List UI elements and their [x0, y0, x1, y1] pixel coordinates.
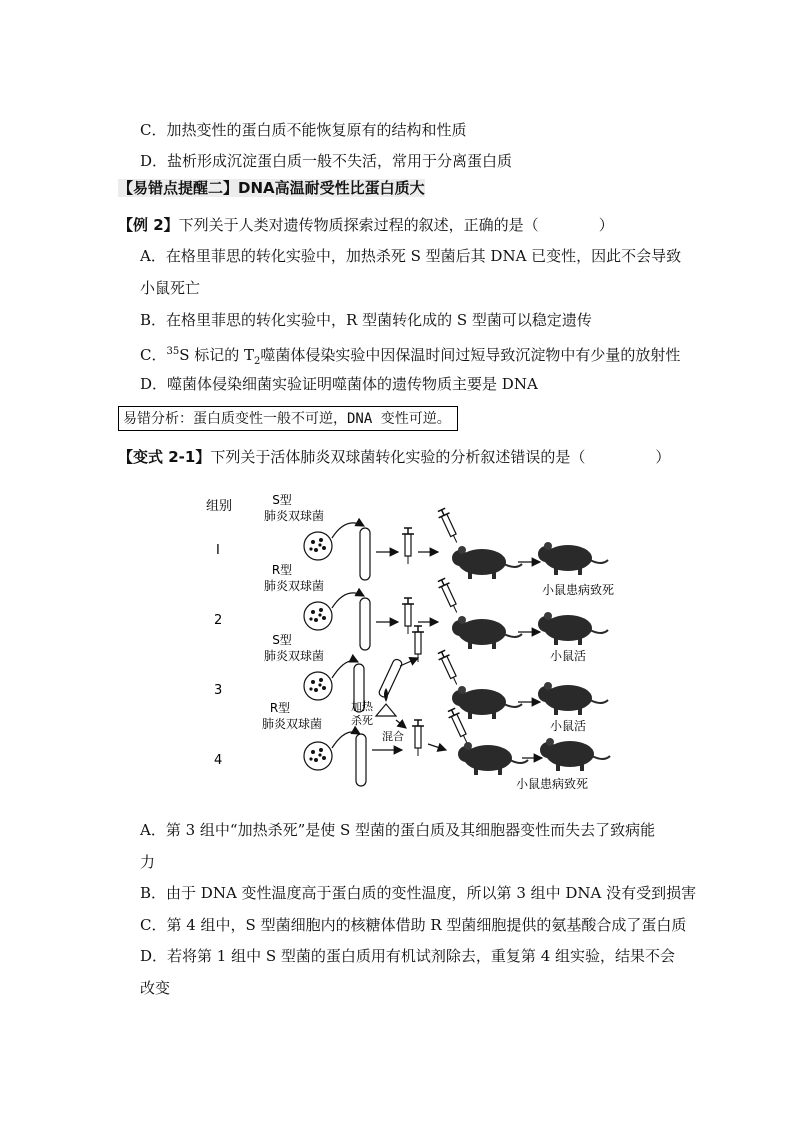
reminder-heading: [118, 178, 425, 198]
mouse-icon: [452, 546, 522, 579]
result-group-4: 小鼠患病致死: [515, 777, 589, 791]
syringe-icon: [436, 507, 462, 545]
variant-option-a-line2: 力: [140, 853, 156, 871]
syringe-icon: [402, 528, 414, 564]
fig-s-name-row1: 肺炎双球菌: [263, 509, 325, 523]
fig-s-label-row1: S型: [272, 493, 292, 507]
test-tube-icon: [356, 734, 366, 786]
petri-dish-icon: [304, 742, 332, 770]
group-label-4: 4: [214, 753, 223, 768]
test-tube-icon: [360, 598, 370, 650]
figure-header-group: 组别: [206, 499, 233, 514]
heat-label-1: 加热: [351, 700, 373, 713]
mouse-icon: [452, 616, 522, 649]
fig-r-label-row2: R型: [271, 563, 293, 577]
variant-stem: [118, 447, 670, 467]
fig-s-name-row3: 肺炎双球菌: [263, 649, 325, 663]
griffith-experiment-figure: [196, 488, 615, 798]
petri-dish-icon: [304, 532, 332, 560]
variant-option-d-line2: 改变: [140, 979, 171, 997]
mouse-icon: [452, 686, 522, 719]
mix-label: 混合: [382, 730, 404, 743]
example2-option-b: B．在格里菲思的转化实验中，R 型菌转化成的 S 型菌可以稳定遗传: [140, 311, 592, 329]
variant-option-c: C．第 4 组中，S 型菌细胞内的核糖体借助 R 型菌细胞提供的氨基酸合成了蛋白质: [140, 916, 687, 934]
variant-question: 下列关于活体肺炎双球菌转化实验的分析叙述错误的是（: [210, 448, 586, 466]
group-label-3: 3: [214, 683, 223, 698]
mouse-icon: [458, 742, 528, 775]
example2-tag: 【例 2】: [118, 216, 179, 234]
example2-option-a-line1: A．在格里菲思的转化实验中，加热杀死 S 型菌后其 DNA 已变性，因此不会导致: [140, 247, 682, 265]
syringe-icon: [412, 626, 424, 662]
fig-s-label-row3: S型: [272, 633, 292, 647]
dead-mouse-icon: [538, 542, 608, 575]
syringe-icon: [436, 577, 462, 615]
result-group-3: 小鼠活: [549, 719, 587, 733]
live-mouse-icon: [538, 682, 608, 715]
test-tube-icon: [360, 528, 370, 580]
syringe-icon: [436, 649, 462, 687]
fig-r-name-row4: 肺炎双球菌: [261, 717, 323, 731]
error-analysis-box: 易错分析：蛋白质变性一般不可逆，DNA 变性可逆。: [118, 406, 458, 431]
reminder-bracket-close: 】: [223, 179, 239, 197]
variant-option-b: B．由于 DNA 变性温度高于蛋白质的变性温度，所以第 3 组中 DNA 没有受到损害: [140, 884, 697, 902]
example2-option-c: [140, 342, 680, 372]
variant-option-d-line1: D．若将第 1 组中 S 型菌的蛋白质用有机试剂除去，重复第 4 组实验，结果不会: [140, 947, 676, 965]
heat-label-2: 杀死: [351, 714, 373, 727]
fig-r-name-row2: 肺炎双球菌: [263, 579, 325, 593]
option-d-previous: D．盐析形成沉淀蛋白质一般不失活，常用于分离蛋白质: [140, 152, 513, 170]
burner-icon: [376, 704, 396, 716]
syringe-icon: [412, 720, 424, 756]
group-label-2: 2: [214, 613, 223, 628]
petri-dish-icon: [304, 672, 332, 700]
option-c-previous: C．加热变性的蛋白质不能恢复原有的结构和性质: [140, 121, 467, 139]
result-group-2: 小鼠活: [549, 649, 587, 663]
reminder-bracket-open: 【: [118, 179, 134, 197]
live-mouse-icon: [538, 612, 608, 645]
option-c-middle: S 标记的 T: [179, 346, 255, 364]
petri-dish-icon: [304, 602, 332, 630]
reminder-label: 易错点提醒二: [133, 179, 224, 197]
variant-tag: 【变式 2-1】: [118, 448, 211, 466]
example2-stem: [118, 215, 614, 235]
isotope-superscript: 35: [166, 346, 180, 357]
reminder-text: DNA高温耐受性比蛋白质大: [238, 179, 425, 197]
result-group-1: 小鼠患病致死: [541, 583, 615, 597]
option-c-prefix: C．: [140, 346, 167, 364]
variant-close: ）: [655, 448, 671, 466]
variant-option-a-line1: A．第 3 组中“加热杀死”是使 S 型菌的蛋白质及其细胞器变性而失去了致病能: [140, 821, 656, 839]
example2-close: ）: [598, 216, 614, 234]
group-label-1: I: [216, 543, 220, 558]
dead-mouse-icon: [540, 738, 610, 771]
syringe-icon: [402, 598, 414, 634]
example2-option-a-line2: 小鼠死亡: [140, 279, 201, 297]
example2-question: 下列关于人类对遗传物质探索过程的叙述，正确的是（: [178, 216, 539, 234]
phage-subscript: 2: [254, 356, 261, 367]
tilted-test-tube-icon: [378, 658, 403, 698]
fig-r-label-row4: R型: [269, 701, 291, 715]
example2-option-d: D．噬菌体侵染细菌实验证明噬菌体的遗传物质主要是 DNA: [140, 375, 538, 393]
option-c-rest: 噬菌体侵染实验中因保温时间过短导致沉淀物中有少量的放射性: [260, 346, 681, 364]
